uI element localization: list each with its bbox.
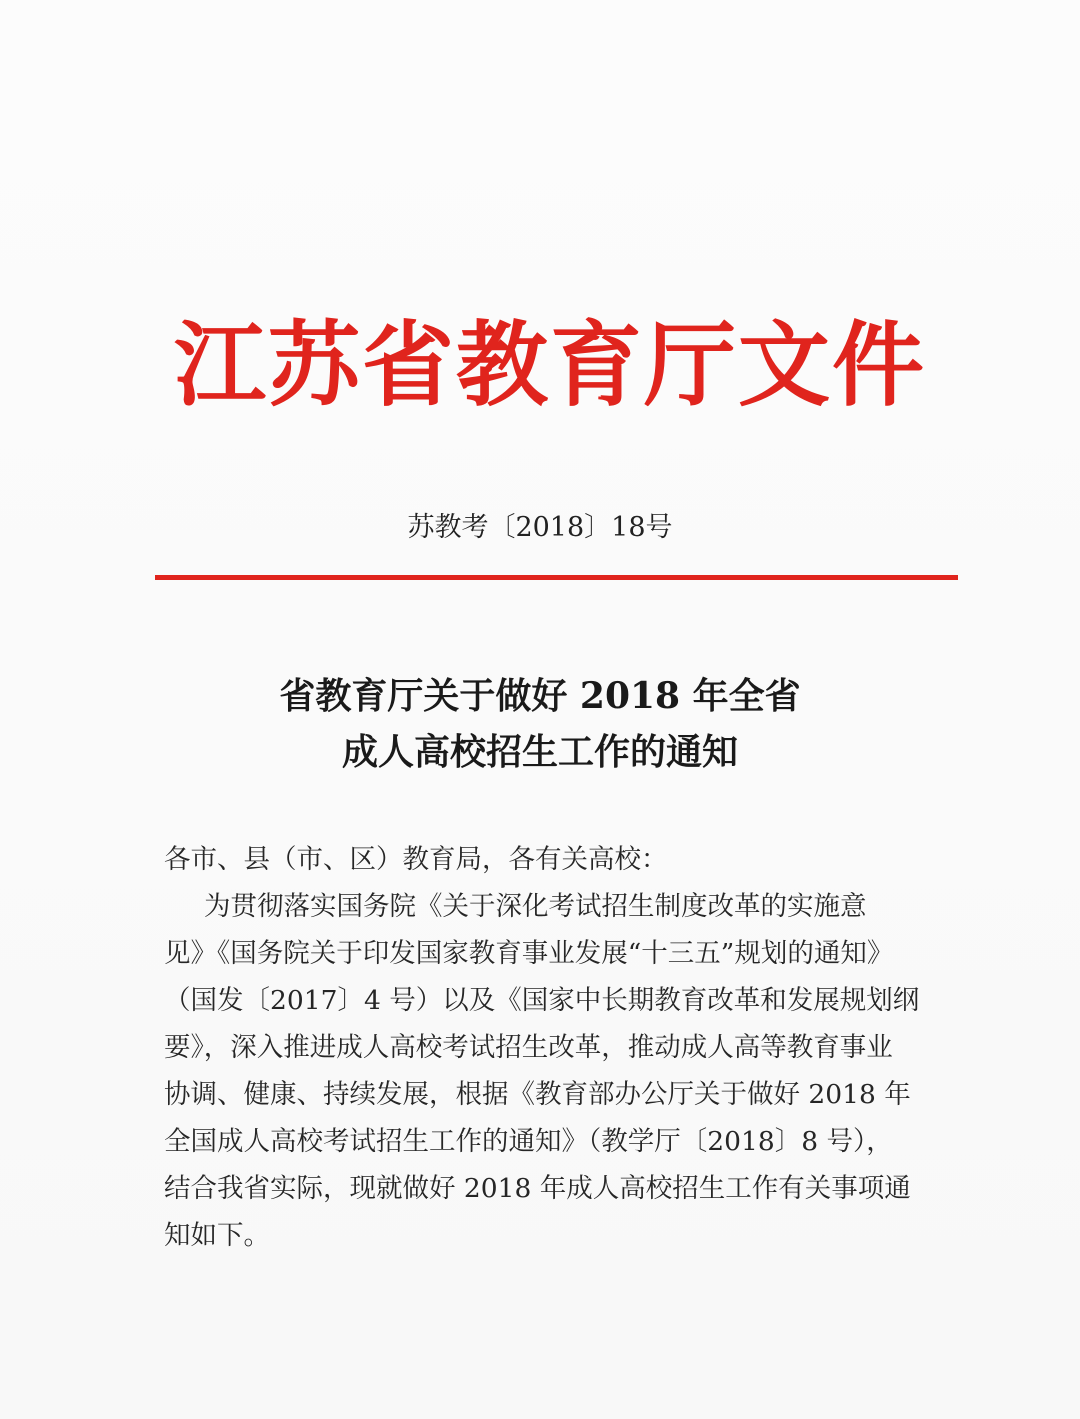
document-number: 苏教考〔2018〕18号 — [407, 512, 673, 543]
body-line: 结合我省实际，现就做好 2018 年成人高校招生工作有关事项通 — [164, 1173, 911, 1204]
body-line: 要》，深入推进成人高校考试招生改革，推动成人高等教育事业 — [164, 1032, 893, 1063]
body-line: （国发〔2017〕4 号）以及《国家中长期教育改革和发展规划纲 — [164, 985, 920, 1016]
body-line: 知如下。 — [164, 1220, 270, 1251]
issuing-authority-header: 江苏省教育厅文件 — [173, 311, 926, 419]
body-line: 见》《国务院关于印发国家教育事业发展“十三五”规划的通知》 — [164, 938, 894, 969]
body-line: 协调、健康、持续发展，根据《教育部办公厅关于做好 2018 年 — [164, 1079, 911, 1110]
body-line: 为贯彻落实国务院《关于深化考试招生制度改革的实施意 — [204, 891, 867, 922]
notice-title — [0, 668, 1080, 780]
notice-title-line-1: 省教育厅关于做好 2018 年全省 — [279, 675, 801, 717]
body-line: 全国成人高校考试招生工作的通知》（教学厅〔2018〕8 号）， — [164, 1126, 893, 1157]
red-divider-line — [155, 575, 958, 580]
notice-title-line-2: 成人高校招生工作的通知 — [341, 731, 738, 773]
notice-body — [164, 836, 954, 1259]
salutation: 各市、县（市、区）教育局，各有关高校： — [164, 844, 668, 875]
